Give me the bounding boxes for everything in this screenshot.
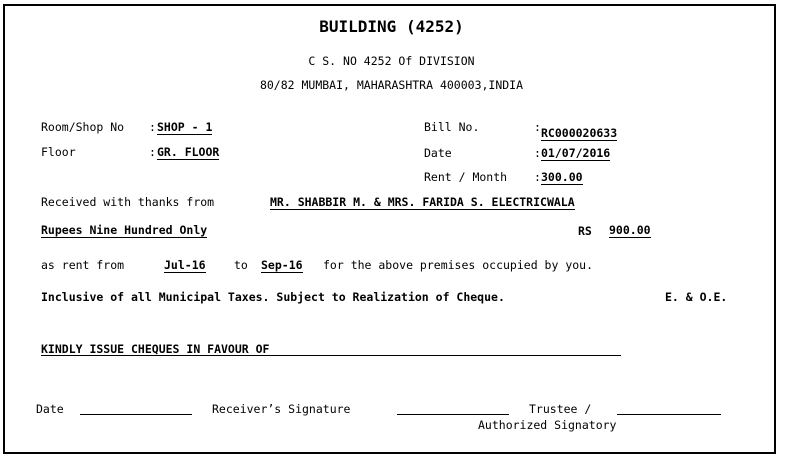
period-to-label: to xyxy=(234,258,248,272)
period-to: Sep-16 xyxy=(261,258,303,272)
building-title: BUILDING (4252) xyxy=(319,17,464,36)
received-label: Received with thanks from xyxy=(41,195,215,209)
period-from: Jul-16 xyxy=(164,258,206,272)
date-label: Date xyxy=(424,146,452,160)
rent-value: 300.00 xyxy=(541,170,583,184)
cheque-note: KINDLY ISSUE CHEQUES IN FAVOUR OF xyxy=(41,342,270,356)
bill-value: RC000020633 xyxy=(541,126,618,140)
rs-label: RS xyxy=(578,224,592,238)
trustee-label: Trustee / xyxy=(529,402,592,416)
period-suffix: for the above premises occupied by you. xyxy=(323,258,594,272)
footer-date-label: Date xyxy=(36,402,64,416)
payee-line xyxy=(41,355,621,356)
address-line-1: C S. NO 4252 Of DIVISION xyxy=(308,54,475,68)
floor-value: GR. FLOOR xyxy=(157,145,220,159)
amount-in-words: Rupees Nine Hundred Only xyxy=(41,223,208,237)
period-prefix: as rent from xyxy=(41,258,125,272)
received-from-name: MR. SHABBIR M. & MRS. FARIDA S. ELECTRICWALA xyxy=(270,195,575,209)
floor-label: Floor xyxy=(41,145,76,159)
amount-value: 900.00 xyxy=(609,223,651,237)
room-label: Room/Shop No xyxy=(41,120,125,134)
terms-text: Inclusive of all Municipal Taxes. Subject to Realization of Cheque. xyxy=(41,290,505,304)
date-value: 01/07/2016 xyxy=(541,146,611,160)
trustee-signature-line xyxy=(617,414,721,415)
rent-label: Rent / Month xyxy=(424,170,508,184)
bill-label: Bill No. xyxy=(424,120,480,134)
receiver-signature-label: Receiver’s Signature xyxy=(212,402,351,416)
footer-date-line xyxy=(80,414,192,415)
receipt-frame: BUILDING (4252) C S. NO 4252 Of DIVISION 80/82 MUMBAI, MAHARASHTRA 400003,INDIA Room/Shop No : SHOP - 1 Floor : GR. FLOOR Bill No. : RC000020633 Date : 01/07/2016 Rent / Month : 300.00 Received with thanks from MR. SHABBIR M. & MRS. FARIDA S. ELECTRICWALA Rupees Nine Hundred Only RS 900.00 as rent from Jul-16 to Sep-16 for the above premises occupied by you. Inclusive of all Municipal Taxes. Subject to Realization of Cheque. E. & O.E. KINDLY ISSUE CHEQUES IN FAVOUR OF Date Receiver’s Signature Trustee / Authorized Signatory xyxy=(3,4,776,454)
room-value: SHOP - 1 xyxy=(157,120,213,134)
eoe-text: E. & O.E. xyxy=(665,290,728,304)
address-line-2: 80/82 MUMBAI, MAHARASHTRA 400003,INDIA xyxy=(259,78,524,92)
authorized-signatory-label: Authorized Signatory xyxy=(478,418,617,432)
receiver-signature-line xyxy=(397,414,509,415)
